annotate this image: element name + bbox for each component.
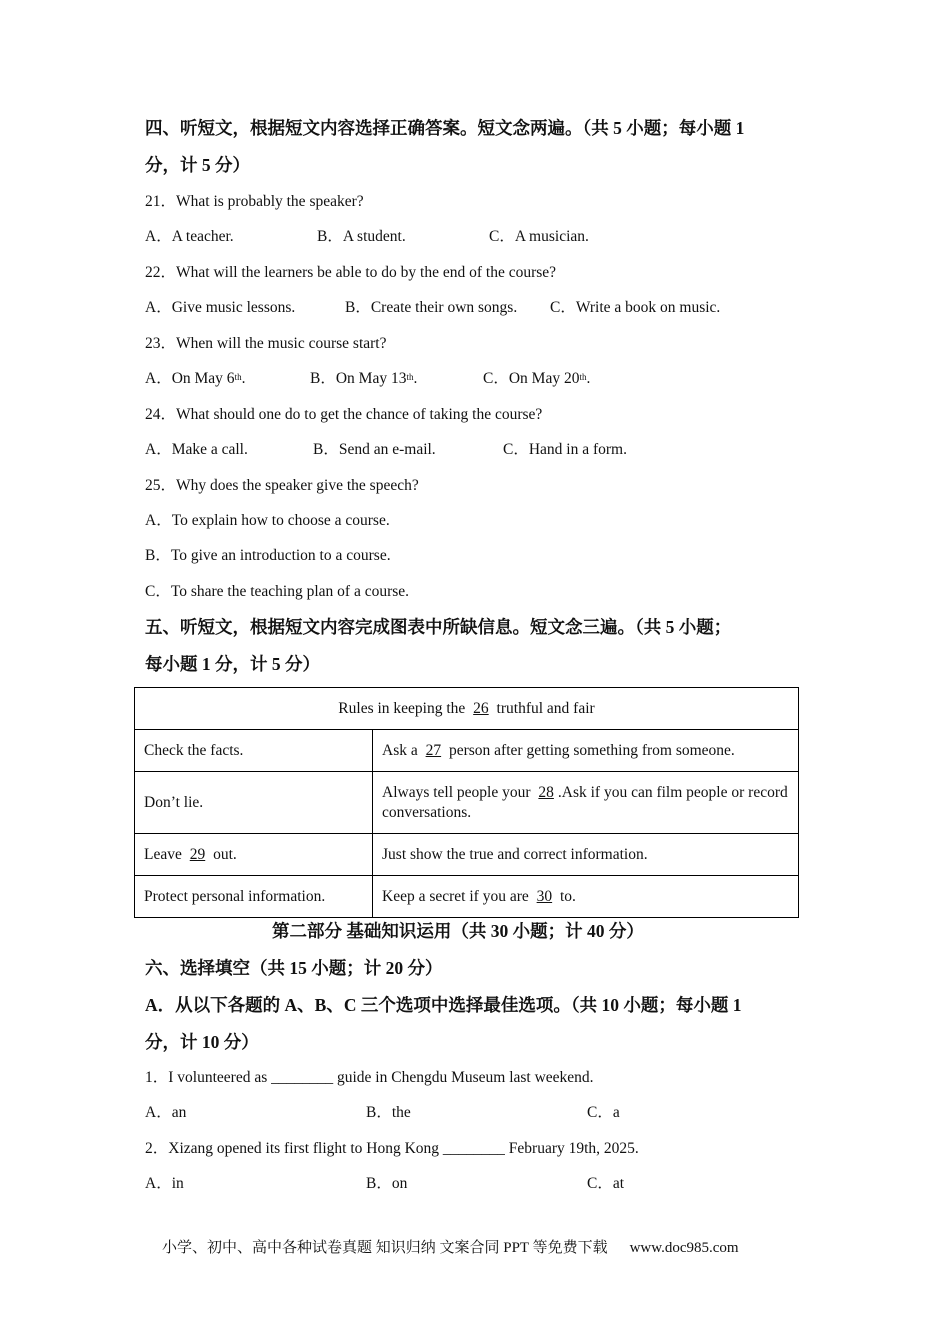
partA-heading-line2: 分，计 10 分）: [145, 1032, 259, 1052]
q25-option-b: B．To give an introduction to a course.: [145, 547, 391, 564]
q1-option-a: A．an: [145, 1104, 187, 1121]
table-cell-rule: [135, 834, 373, 876]
q23-option-c: [483, 369, 590, 389]
section4-heading-line2: 分，计 5 分）: [145, 155, 250, 175]
table-title-post: truthful and fair: [496, 699, 595, 717]
q1-option-c: C．a: [587, 1104, 620, 1121]
section5-heading-line2: 每小题 1 分，计 5 分）: [145, 654, 320, 674]
q23-option-b: [310, 369, 417, 389]
q22-option-a: A．Give music lessons.: [145, 299, 296, 316]
blank-27: 27: [425, 741, 442, 759]
detail-text: .Ask if you can film people or record conversations.: [382, 783, 788, 821]
footer-text: 小学、初中、高中各种试卷真题 知识归纳 文案合同 PPT 等免费下载: [162, 1240, 608, 1256]
question-21-stem: 21．What is probably the speaker?: [145, 193, 364, 210]
part2-title: 第二部分 基础知识运用（共 30 小题；计 40 分）: [272, 921, 644, 941]
table-row: [135, 834, 799, 876]
question-23-stem: 23．When will the music course start?: [145, 335, 387, 352]
table-cell-detail: [373, 772, 799, 834]
detail-text: Ask a: [382, 741, 418, 759]
q23-a-text: A．On May 6: [145, 370, 235, 387]
q22-option-c: C．Write a book on music.: [550, 299, 721, 316]
q23-c-text: C．On May 20: [483, 370, 580, 387]
question-2-stem: 2．Xizang opened its first flight to Hong Kong ________ February 19th, 2025.: [145, 1140, 639, 1157]
blank-29: 29: [189, 845, 206, 863]
q2-option-b: B．on: [366, 1175, 408, 1192]
table-title-row: [135, 688, 799, 730]
table-title-cell: [135, 688, 799, 730]
page-footer: [162, 1236, 739, 1257]
q21-option-c: C．A musician.: [489, 228, 589, 245]
q23-a-dot: .: [241, 370, 246, 387]
detail-text: to.: [560, 887, 576, 905]
table-title-pre: Rules in keeping the: [338, 699, 466, 717]
q23-a-sup: th: [234, 372, 242, 382]
q1-option-b: B．the: [366, 1104, 411, 1121]
q24-option-b: B．Send an e-mail.: [313, 441, 436, 458]
detail-text: person after getting something from someone.: [448, 741, 735, 759]
q23-c-sup: th: [579, 372, 587, 382]
q23-b-sup: th: [406, 372, 414, 382]
section5-heading-line1: 五、听短文，根据短文内容完成图表中所缺信息。短文念三遍。（共 5 小题；: [145, 617, 732, 637]
question-1-stem: 1．I volunteered as ________ guide in Chengdu Museum last weekend.: [145, 1069, 594, 1086]
table-cell-rule: Don’t lie.: [135, 772, 373, 834]
rule-text: Leave: [144, 845, 182, 863]
q23-c-dot: .: [586, 370, 591, 387]
table-cell-detail: [373, 876, 799, 918]
q25-option-a: A．To explain how to choose a course.: [145, 512, 390, 529]
q2-option-a: A．in: [145, 1175, 184, 1192]
q23-option-a: [145, 369, 245, 389]
table-row: [135, 730, 799, 772]
blank-30: 30: [536, 887, 553, 905]
q2-option-c: C．at: [587, 1175, 625, 1192]
detail-text: Always tell people your: [382, 783, 531, 801]
q23-b-text: B．On May 13: [310, 370, 407, 387]
footer-url-link[interactable]: www.doc985.com: [629, 1240, 739, 1256]
q25-option-c: C．To share the teaching plan of a course.: [145, 583, 410, 600]
question-25-stem: 25．Why does the speaker give the speech?: [145, 477, 419, 494]
rules-table: [134, 687, 799, 918]
table-row: [135, 772, 799, 834]
table-cell-rule: Check the facts.: [135, 730, 373, 772]
blank-28: 28: [538, 783, 554, 801]
q24-option-c: C．Hand in a form.: [503, 441, 627, 458]
table-cell-detail: Just show the true and correct information.: [373, 834, 799, 876]
detail-text: Keep a secret if you are: [382, 887, 529, 905]
section6-heading: 六、选择填空（共 15 小题；计 20 分）: [145, 958, 443, 978]
q24-option-a: A．Make a call.: [145, 441, 248, 458]
q21-option-a: A．A teacher.: [145, 228, 234, 245]
rule-text: out.: [213, 845, 237, 863]
q22-option-b: B．Create their own songs.: [345, 299, 518, 316]
q21-option-b: B．A student.: [317, 228, 406, 245]
blank-26: 26: [473, 699, 489, 717]
partA-heading-line1: A．从以下各题的 A、B、C 三个选项中选择最佳选项。（共 10 小题；每小题 1: [145, 995, 742, 1015]
table-row: [135, 876, 799, 918]
question-22-stem: 22．What will the learners be able to do by the end of the course?: [145, 264, 557, 281]
q23-b-dot: .: [413, 370, 418, 387]
table-cell-rule: Protect personal information.: [135, 876, 373, 918]
question-24-stem: 24．What should one do to get the chance of taking the course?: [145, 406, 543, 423]
section4-heading-line1: 四、听短文，根据短文内容选择正确答案。短文念两遍。（共 5 小题；每小题 1: [145, 118, 745, 138]
table-cell-detail: [373, 730, 799, 772]
